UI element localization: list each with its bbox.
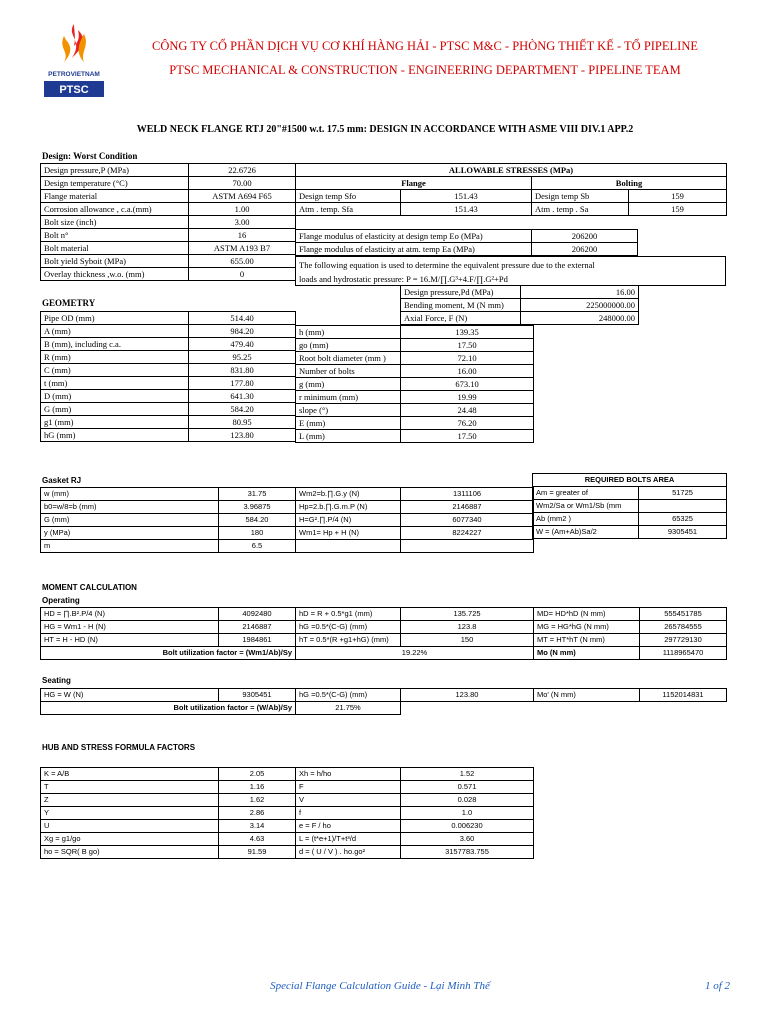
- table-row: [296, 430, 534, 443]
- table-cell: G (mm): [41, 403, 189, 416]
- table-row: [296, 391, 534, 404]
- table-cell: g1 (mm): [41, 416, 189, 429]
- table-cell: 22.6726: [189, 164, 296, 177]
- table-cell: hG =0.5*(C-G) (mm): [296, 689, 401, 702]
- table-cell: Hp=2.b.∏.G.m.P (N): [296, 501, 401, 514]
- table-cell: Mo' (N mm): [534, 689, 640, 702]
- logo-text-top: PETROVIETNAM: [48, 71, 100, 78]
- gasket-label: Gasket RJ: [42, 476, 82, 485]
- table-row: [296, 404, 534, 417]
- table-cell: 24.48: [401, 404, 534, 417]
- table-cell: Ab (mm2 ): [533, 513, 639, 526]
- table-cell: 80.95: [189, 416, 296, 429]
- table-cell: go (mm): [296, 339, 401, 352]
- company-name-en: PTSC MECHANICAL & CONSTRUCTION - ENGINEERING DEPARTMENT - PIPELINE TEAM: [169, 63, 681, 77]
- table-cell: 479.40: [189, 338, 296, 351]
- table-cell: slope (°): [296, 404, 401, 417]
- table-row: [401, 312, 639, 325]
- table-row: [41, 312, 296, 325]
- table-cell: 180: [219, 527, 296, 540]
- table-cell: Bolt size (inch): [41, 216, 189, 229]
- table-cell: 16.00: [401, 365, 534, 378]
- table-cell: 3.96875: [219, 501, 296, 514]
- table-cell: ASTM A193 B7: [189, 242, 296, 255]
- table-row: [533, 487, 727, 500]
- table-cell: 1.0: [401, 807, 534, 820]
- table-cell: ho = SQR( B go): [41, 846, 219, 859]
- table-cell: 91.59: [219, 846, 296, 859]
- table-row: [41, 351, 296, 364]
- table-cell: h (mm): [296, 326, 401, 339]
- table-row: [41, 621, 727, 634]
- moment-table: [40, 607, 727, 660]
- table-cell: Axial Force, F (N): [401, 312, 521, 325]
- table-cell: HD = ∏.B².P/4 (N): [41, 608, 219, 621]
- table-cell: Atm . temp. Sfa: [296, 203, 401, 216]
- table-row: [41, 364, 296, 377]
- table-row: [41, 794, 534, 807]
- table-cell: 831.80: [189, 364, 296, 377]
- table-cell: 123.8: [401, 621, 534, 634]
- table-cell: 641.30: [189, 390, 296, 403]
- table-cell: 16: [189, 229, 296, 242]
- table-cell: MG = HG*hG (N mm): [534, 621, 640, 634]
- table-cell: D (mm): [41, 390, 189, 403]
- table-row: [41, 325, 296, 338]
- table-cell: HG = W (N): [41, 689, 219, 702]
- table-cell: 0: [189, 268, 296, 281]
- table-cell: 555451785: [640, 608, 727, 621]
- table-cell: 1.52: [401, 768, 534, 781]
- table-cell: y (MPa): [41, 527, 219, 540]
- table-cell: hG =0.5*(C-G) (mm): [296, 621, 401, 634]
- allowable-stresses-table: [295, 163, 727, 216]
- table-cell: g (mm): [296, 378, 401, 391]
- seating-label: Seating: [42, 676, 71, 685]
- table-cell: Corrosion allowance , c.a.(mm): [41, 203, 189, 216]
- table-row: [41, 608, 727, 621]
- table-cell: Flange modulus of elasticity at atm. temp Ea (MPa): [296, 243, 532, 256]
- table-cell: Bolt yield Syboit (MPa): [41, 255, 189, 268]
- petrovietnam-logo: [38, 18, 110, 100]
- table-cell: B (mm), including c.a.: [41, 338, 189, 351]
- table-row: [41, 768, 534, 781]
- table-row: [41, 268, 296, 281]
- table-cell: 4.63: [219, 833, 296, 846]
- table-cell: 2.86: [219, 807, 296, 820]
- table-cell: Xh = h/ho: [296, 768, 401, 781]
- hub-label: HUB AND STRESS FORMULA FACTORS: [42, 743, 196, 752]
- table-cell: HT = H - HD (N): [41, 634, 219, 647]
- table-cell: 31.75: [219, 488, 296, 501]
- table-cell: HG = Wm1 - H (N): [41, 621, 219, 634]
- table-row: [401, 286, 639, 299]
- table-cell: hD = R + 0.5*g1 (mm): [296, 608, 401, 621]
- table-row: [41, 216, 296, 229]
- table-cell: d = ( U / V ) . ho.go²: [296, 846, 401, 859]
- table-cell: Design temp Sfo: [296, 190, 401, 203]
- table-row: [41, 164, 296, 177]
- table-cell: K = A/B: [41, 768, 219, 781]
- table-cell: Design pressure,P (MPa): [41, 164, 189, 177]
- table-cell: Flange material: [41, 190, 189, 203]
- table-cell: Design pressure,Pd (MPa): [401, 286, 521, 299]
- table-cell: Bolt n°: [41, 229, 189, 242]
- table-row: [41, 820, 534, 833]
- table-cell: 1311106: [401, 488, 534, 501]
- table-cell: Atm . temp . Sa: [532, 203, 629, 216]
- table-cell: 177.80: [189, 377, 296, 390]
- table-row: [41, 242, 296, 255]
- util-value-seating: 21.75%: [296, 702, 401, 715]
- table-cell: ASTM A694 F65: [189, 190, 296, 203]
- logo-text-bottom: PTSC: [59, 84, 89, 96]
- table-row: [41, 634, 727, 647]
- table-row: [41, 377, 296, 390]
- geometry-left-table: [40, 311, 296, 442]
- table-cell: 123.80: [401, 689, 534, 702]
- equivalent-pressure-note: [295, 256, 726, 286]
- table-cell: 655.00: [189, 255, 296, 268]
- table-cell: 17.50: [401, 339, 534, 352]
- table-cell: MD= HD*hD (N mm): [534, 608, 640, 621]
- document-title: WELD NECK FLANGE RTJ 20"#1500 w.t. 17.5 mm: DESIGN IN ACCORDANCE WITH ASME VIII DIV.1 APP.2: [136, 124, 634, 135]
- table-cell: 265784555: [640, 621, 727, 634]
- hub-factors-table: [40, 767, 534, 859]
- table-row: [296, 417, 534, 430]
- table-cell: 2146887: [401, 501, 534, 514]
- table-row: [533, 526, 727, 539]
- table-row: [533, 500, 727, 513]
- table-row: [41, 403, 296, 416]
- util-label-operating: Bolt utilization factor = (Wm1/Ab)/Sy: [41, 647, 296, 660]
- table-cell: hT = 0.5*(R +g1+hG) (mm): [296, 634, 401, 647]
- table-cell: 159: [629, 190, 727, 203]
- table-cell: Wm2=b.∏.G.y (N): [296, 488, 401, 501]
- table-cell: Flange modulus of elasticity at design temp Eo (MPa): [296, 230, 532, 243]
- table-cell: 225000000.00: [521, 299, 639, 312]
- mo-label: Mo (N mm): [534, 647, 640, 660]
- table-row: [41, 416, 296, 429]
- geometry-right-table: [295, 325, 534, 443]
- table-cell: Bending moment, M (N mm): [401, 299, 521, 312]
- loads-table: [400, 285, 639, 325]
- bolting-header: Bolting: [532, 177, 727, 190]
- table-row: [41, 527, 534, 540]
- table-cell: 0.028: [401, 794, 534, 807]
- table-cell: MT = HT*hT (N mm): [534, 634, 640, 647]
- design-table: [40, 163, 296, 281]
- table-row: [41, 514, 534, 527]
- table-cell: 2.05: [219, 768, 296, 781]
- table-row: [296, 339, 534, 352]
- operating-label: Operating: [42, 596, 80, 605]
- table-cell: 70.00: [189, 177, 296, 190]
- table-cell: Z: [41, 794, 219, 807]
- table-cell: 248000.00: [521, 312, 639, 325]
- table-row: [41, 338, 296, 351]
- table-cell: Design temp Sb: [532, 190, 629, 203]
- table-cell: 151.43: [401, 203, 532, 216]
- table-cell: L = (t*e+1)/T+t³/d: [296, 833, 401, 846]
- equivalent-pressure-text: The following equation is used to determine the equivalent pressure due to the external: [299, 260, 595, 270]
- table-cell: Y: [41, 807, 219, 820]
- table-cell: 123.80: [189, 429, 296, 442]
- table-cell: r minimum (mm): [296, 391, 401, 404]
- table-cell: hG (mm): [41, 429, 189, 442]
- mo-value: 1118965470: [640, 647, 727, 660]
- table-row: [296, 352, 534, 365]
- table-row: [41, 781, 534, 794]
- table-cell: 139.35: [401, 326, 534, 339]
- table-cell: 2146887: [219, 621, 296, 634]
- table-row: [41, 190, 296, 203]
- table-cell: 51725: [639, 487, 727, 500]
- table-cell: 0.571: [401, 781, 534, 794]
- table-cell: Wm1= Hp + H (N): [296, 527, 401, 540]
- table-cell: R (mm): [41, 351, 189, 364]
- table-cell: 135.725: [401, 608, 534, 621]
- table-cell: 6.5: [219, 540, 296, 553]
- table-row: [41, 255, 296, 268]
- table-cell: F: [296, 781, 401, 794]
- table-cell: 984.20: [189, 325, 296, 338]
- table-cell: U: [41, 820, 219, 833]
- table-row: [296, 378, 534, 391]
- table-cell: 1.00: [189, 203, 296, 216]
- table-cell: 3157783.755: [401, 846, 534, 859]
- required-bolts-title: REQUIRED BOLTS AREA: [533, 474, 727, 487]
- gasket-table: [40, 487, 534, 553]
- table-cell: E (mm): [296, 417, 401, 430]
- allowable-title: ALLOWABLE STRESSES (MPa): [296, 164, 727, 177]
- table-cell: Number of bolts: [296, 365, 401, 378]
- table-cell: 206200: [532, 230, 638, 243]
- table-cell: 65325: [639, 513, 727, 526]
- table-cell: [401, 540, 534, 553]
- page-number: 1 of 2: [704, 980, 730, 992]
- table-cell: 9305451: [639, 526, 727, 539]
- table-cell: 95.25: [189, 351, 296, 364]
- table-row: [41, 229, 296, 242]
- util-label-seating: Bolt utilization factor = (W/Ab)/Sy: [41, 702, 296, 715]
- table-row: [41, 540, 534, 553]
- table-cell: 1152014831: [640, 689, 727, 702]
- table-cell: t (mm): [41, 377, 189, 390]
- table-cell: 3.14: [219, 820, 296, 833]
- table-cell: m: [41, 540, 219, 553]
- table-cell: e = F / ho: [296, 820, 401, 833]
- table-cell: 6077340: [401, 514, 534, 527]
- table-row: [296, 365, 534, 378]
- table-cell: Pipe OD (mm): [41, 312, 189, 325]
- table-cell: W = (Am+Ab)Sa/2: [533, 526, 639, 539]
- table-cell: V: [296, 794, 401, 807]
- table-cell: 3.00: [189, 216, 296, 229]
- table-cell: 159: [629, 203, 727, 216]
- util-value-operating: 19.22%: [296, 647, 534, 660]
- table-row: [41, 390, 296, 403]
- footer-guide-title: Special Flange Calculation Guide - Lại Minh Thế: [270, 980, 490, 992]
- table-cell: 9305451: [219, 689, 296, 702]
- table-cell: [639, 500, 727, 513]
- table-cell: G (mm): [41, 514, 219, 527]
- table-cell: 76.20: [401, 417, 534, 430]
- company-name-vn: CÔNG TY CỔ PHẦN DỊCH VỤ CƠ KHÍ HÀNG HẢI - PTSC M&C - PHÒNG THIẾT KẾ - TỔ PIPELINE: [152, 39, 698, 53]
- flange-header: Flange: [296, 177, 532, 190]
- table-cell: 4092480: [219, 608, 296, 621]
- table-cell: 584.20: [189, 403, 296, 416]
- table-row: [41, 807, 534, 820]
- table-cell: 0.006230: [401, 820, 534, 833]
- table-cell: [296, 540, 401, 553]
- geometry-label: GEOMETRY: [42, 298, 96, 308]
- table-cell: 673.10: [401, 378, 534, 391]
- table-cell: L (mm): [296, 430, 401, 443]
- table-row: [41, 177, 296, 190]
- table-row: [41, 501, 534, 514]
- table-cell: Overlay thickness ,w.o. (mm): [41, 268, 189, 281]
- design-condition-label: Design: Worst Condition: [42, 151, 138, 161]
- table-cell: w (mm): [41, 488, 219, 501]
- table-cell: 1984861: [219, 634, 296, 647]
- table-cell: 8224227: [401, 527, 534, 540]
- table-cell: 1.16: [219, 781, 296, 794]
- table-cell: f: [296, 807, 401, 820]
- table-cell: 16.00: [521, 286, 639, 299]
- table-cell: 206200: [532, 243, 638, 256]
- table-row: [41, 429, 296, 442]
- table-cell: Root bolt diameter (mm ): [296, 352, 401, 365]
- table-cell: 17.50: [401, 430, 534, 443]
- modulus-table: [295, 229, 638, 256]
- table-row: [401, 299, 639, 312]
- table-cell: 1.62: [219, 794, 296, 807]
- table-cell: T: [41, 781, 219, 794]
- table-cell: Bolt material: [41, 242, 189, 255]
- table-cell: b0=w/8=b (mm): [41, 501, 219, 514]
- equivalent-pressure-formula: loads and hydrostatic pressure: P = 16.M/∏.G³+4.F/∏.G²+Pd: [299, 274, 508, 284]
- table-cell: 514.40: [189, 312, 296, 325]
- table-cell: 150: [401, 634, 534, 647]
- table-cell: 151.43: [401, 190, 532, 203]
- table-cell: Design temperature (°C): [41, 177, 189, 190]
- table-row: [296, 326, 534, 339]
- table-cell: Am = greater of: [533, 487, 639, 500]
- table-cell: 19.99: [401, 391, 534, 404]
- table-cell: 584.20: [219, 514, 296, 527]
- table-cell: H=G².∏.P/4 (N): [296, 514, 401, 527]
- table-cell: 3.60: [401, 833, 534, 846]
- table-cell: Wm2/Sa or Wm1/Sb (mm: [533, 500, 639, 513]
- required-bolts-table: [532, 473, 727, 539]
- table-row: [533, 513, 727, 526]
- table-row: [41, 846, 534, 859]
- seating-table: [40, 688, 727, 715]
- table-row: [41, 488, 534, 501]
- table-cell: C (mm): [41, 364, 189, 377]
- table-row: [41, 203, 296, 216]
- table-cell: A (mm): [41, 325, 189, 338]
- moment-label: MOMENT CALCULATION: [42, 583, 137, 592]
- table-cell: 72.10: [401, 352, 534, 365]
- table-cell: Xg = g1/go: [41, 833, 219, 846]
- table-cell: 297729130: [640, 634, 727, 647]
- table-row: [41, 833, 534, 846]
